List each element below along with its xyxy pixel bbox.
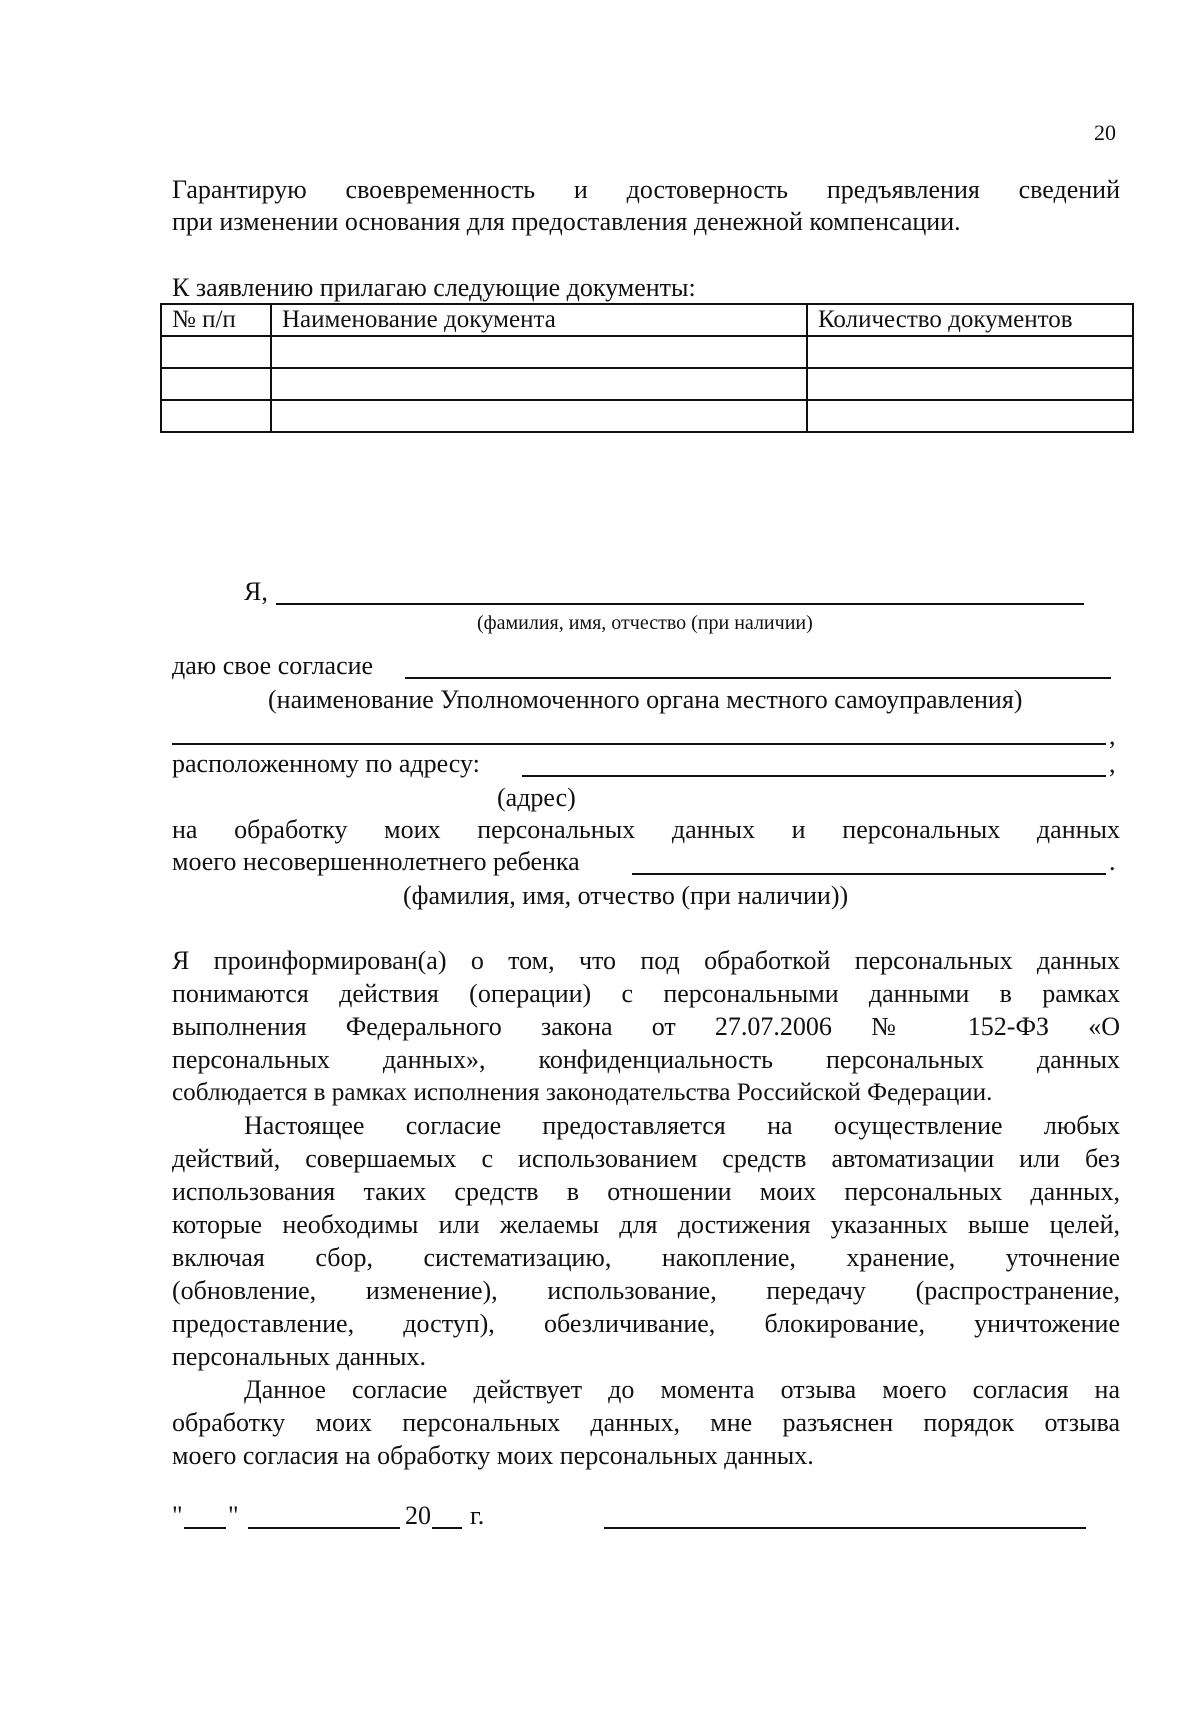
header-document-count: Количество документов (807, 304, 1133, 336)
address-hint: (адрес) (497, 783, 576, 812)
table-row (161, 400, 1133, 432)
table-cell[interactable] (161, 336, 271, 368)
paragraph-line: понимаются действия (операции) с персональными данными в рамках (172, 979, 1120, 1008)
table-cell[interactable] (271, 368, 807, 400)
attachments-table (160, 303, 1134, 433)
ya-label: Я, (244, 577, 268, 606)
table-cell[interactable] (271, 400, 807, 432)
paragraph-line: моего согласия на обработку моих персональных данных. (172, 1441, 814, 1470)
processing-text: на обработку моих персональных данных и персональных данных (172, 815, 1120, 844)
date-quote-open: " (172, 1501, 183, 1530)
child-label: моего несовершеннолетнего ребенка (172, 847, 580, 876)
table-row (161, 368, 1133, 400)
organization-hint: (наименование Уполномоченного органа местного самоуправления) (268, 685, 1023, 714)
address-blank-line[interactable] (522, 775, 1106, 777)
guarantee-text-line-1: Гарантирую своевременность и достоверность предъявления сведений (172, 175, 1120, 204)
consent-scope-paragraph (172, 1109, 1120, 1373)
table-cell[interactable] (807, 400, 1133, 432)
month-blank-line[interactable] (248, 1527, 400, 1529)
page-number: 20 (1094, 120, 1116, 145)
header-document-name: Наименование документа (271, 304, 807, 336)
period: . (1109, 847, 1116, 876)
paragraph-line: персональных данных. (172, 1342, 426, 1371)
table-header-row (161, 304, 1133, 336)
paragraph-line: которые необходимы или желаемы для достижения указанных выше целей, (172, 1210, 1120, 1239)
header-number: № п/п (161, 304, 271, 336)
date-quote-close: " (228, 1501, 239, 1530)
paragraph-line: обработку моих персональных данных, мне разъяснен порядок отзыва (172, 1408, 1120, 1437)
address-label: расположенному по адресу: (172, 749, 480, 778)
table-cell[interactable] (161, 400, 271, 432)
fio-hint: (фамилия, имя, отчество (при наличии) (477, 612, 813, 634)
paragraph-line: включая сбор, систематизацию, накопление, хранение, уточнение (172, 1243, 1120, 1272)
paragraph-line: использования таких средств в отношении моих персональных данных, (172, 1177, 1120, 1206)
organization-continuation-line[interactable] (172, 743, 1106, 745)
signature-blank-line[interactable] (604, 1527, 1086, 1529)
table-cell[interactable] (271, 336, 807, 368)
paragraph-line: (обновление, изменение), использование, передачу (распространение, (172, 1276, 1120, 1305)
day-blank-line[interactable] (184, 1527, 226, 1529)
paragraph-line: Данное согласие действует до момента отзыва моего согласия на (244, 1375, 1120, 1404)
table-cell[interactable] (807, 368, 1133, 400)
validity-paragraph (172, 1373, 1120, 1472)
guarantee-text-line-2: при изменении основания для предоставления денежной компенсации. (172, 207, 961, 236)
organization-blank-line[interactable] (405, 677, 1111, 679)
informed-paragraph (172, 944, 1120, 1109)
comma: , (1109, 749, 1116, 778)
child-fio-blank-line[interactable] (632, 873, 1106, 875)
child-fio-hint: (фамилия, имя, отчество (при наличии)) (403, 881, 849, 910)
paragraph-line: Настоящее согласие предоставляется на осуществление любых (244, 1111, 1120, 1140)
year-blank-line[interactable] (432, 1527, 462, 1529)
date-year-suffix: г. (470, 1501, 485, 1530)
paragraph-line: действий, совершаемых с использованием средств автоматизации или без (172, 1144, 1120, 1173)
table-cell[interactable] (161, 368, 271, 400)
table-row (161, 336, 1133, 368)
date-year: 20 (405, 1501, 431, 1530)
comma: , (1109, 721, 1116, 750)
paragraph-line: выполнения Федерального закона от 27.07.2006 № 152-ФЗ «О (172, 1012, 1120, 1041)
paragraph-line: персональных данных», конфиденциальность персональных данных (172, 1045, 1120, 1074)
table-cell[interactable] (807, 336, 1133, 368)
paragraph-line: Я проинформирован(а) о том, что под обработкой персональных данных (172, 946, 1120, 975)
give-consent-label: даю свое согласие (172, 651, 374, 680)
attachments-intro: К заявлению прилагаю следующие документы: (172, 273, 696, 302)
paragraph-line: соблюдается в рамках исполнения законодательства Российской Федерации. (172, 1079, 993, 1106)
fio-blank-line[interactable] (276, 603, 1084, 605)
paragraph-line: предоставление, доступ), обезличивание, блокирование, уничтожение (172, 1309, 1120, 1338)
